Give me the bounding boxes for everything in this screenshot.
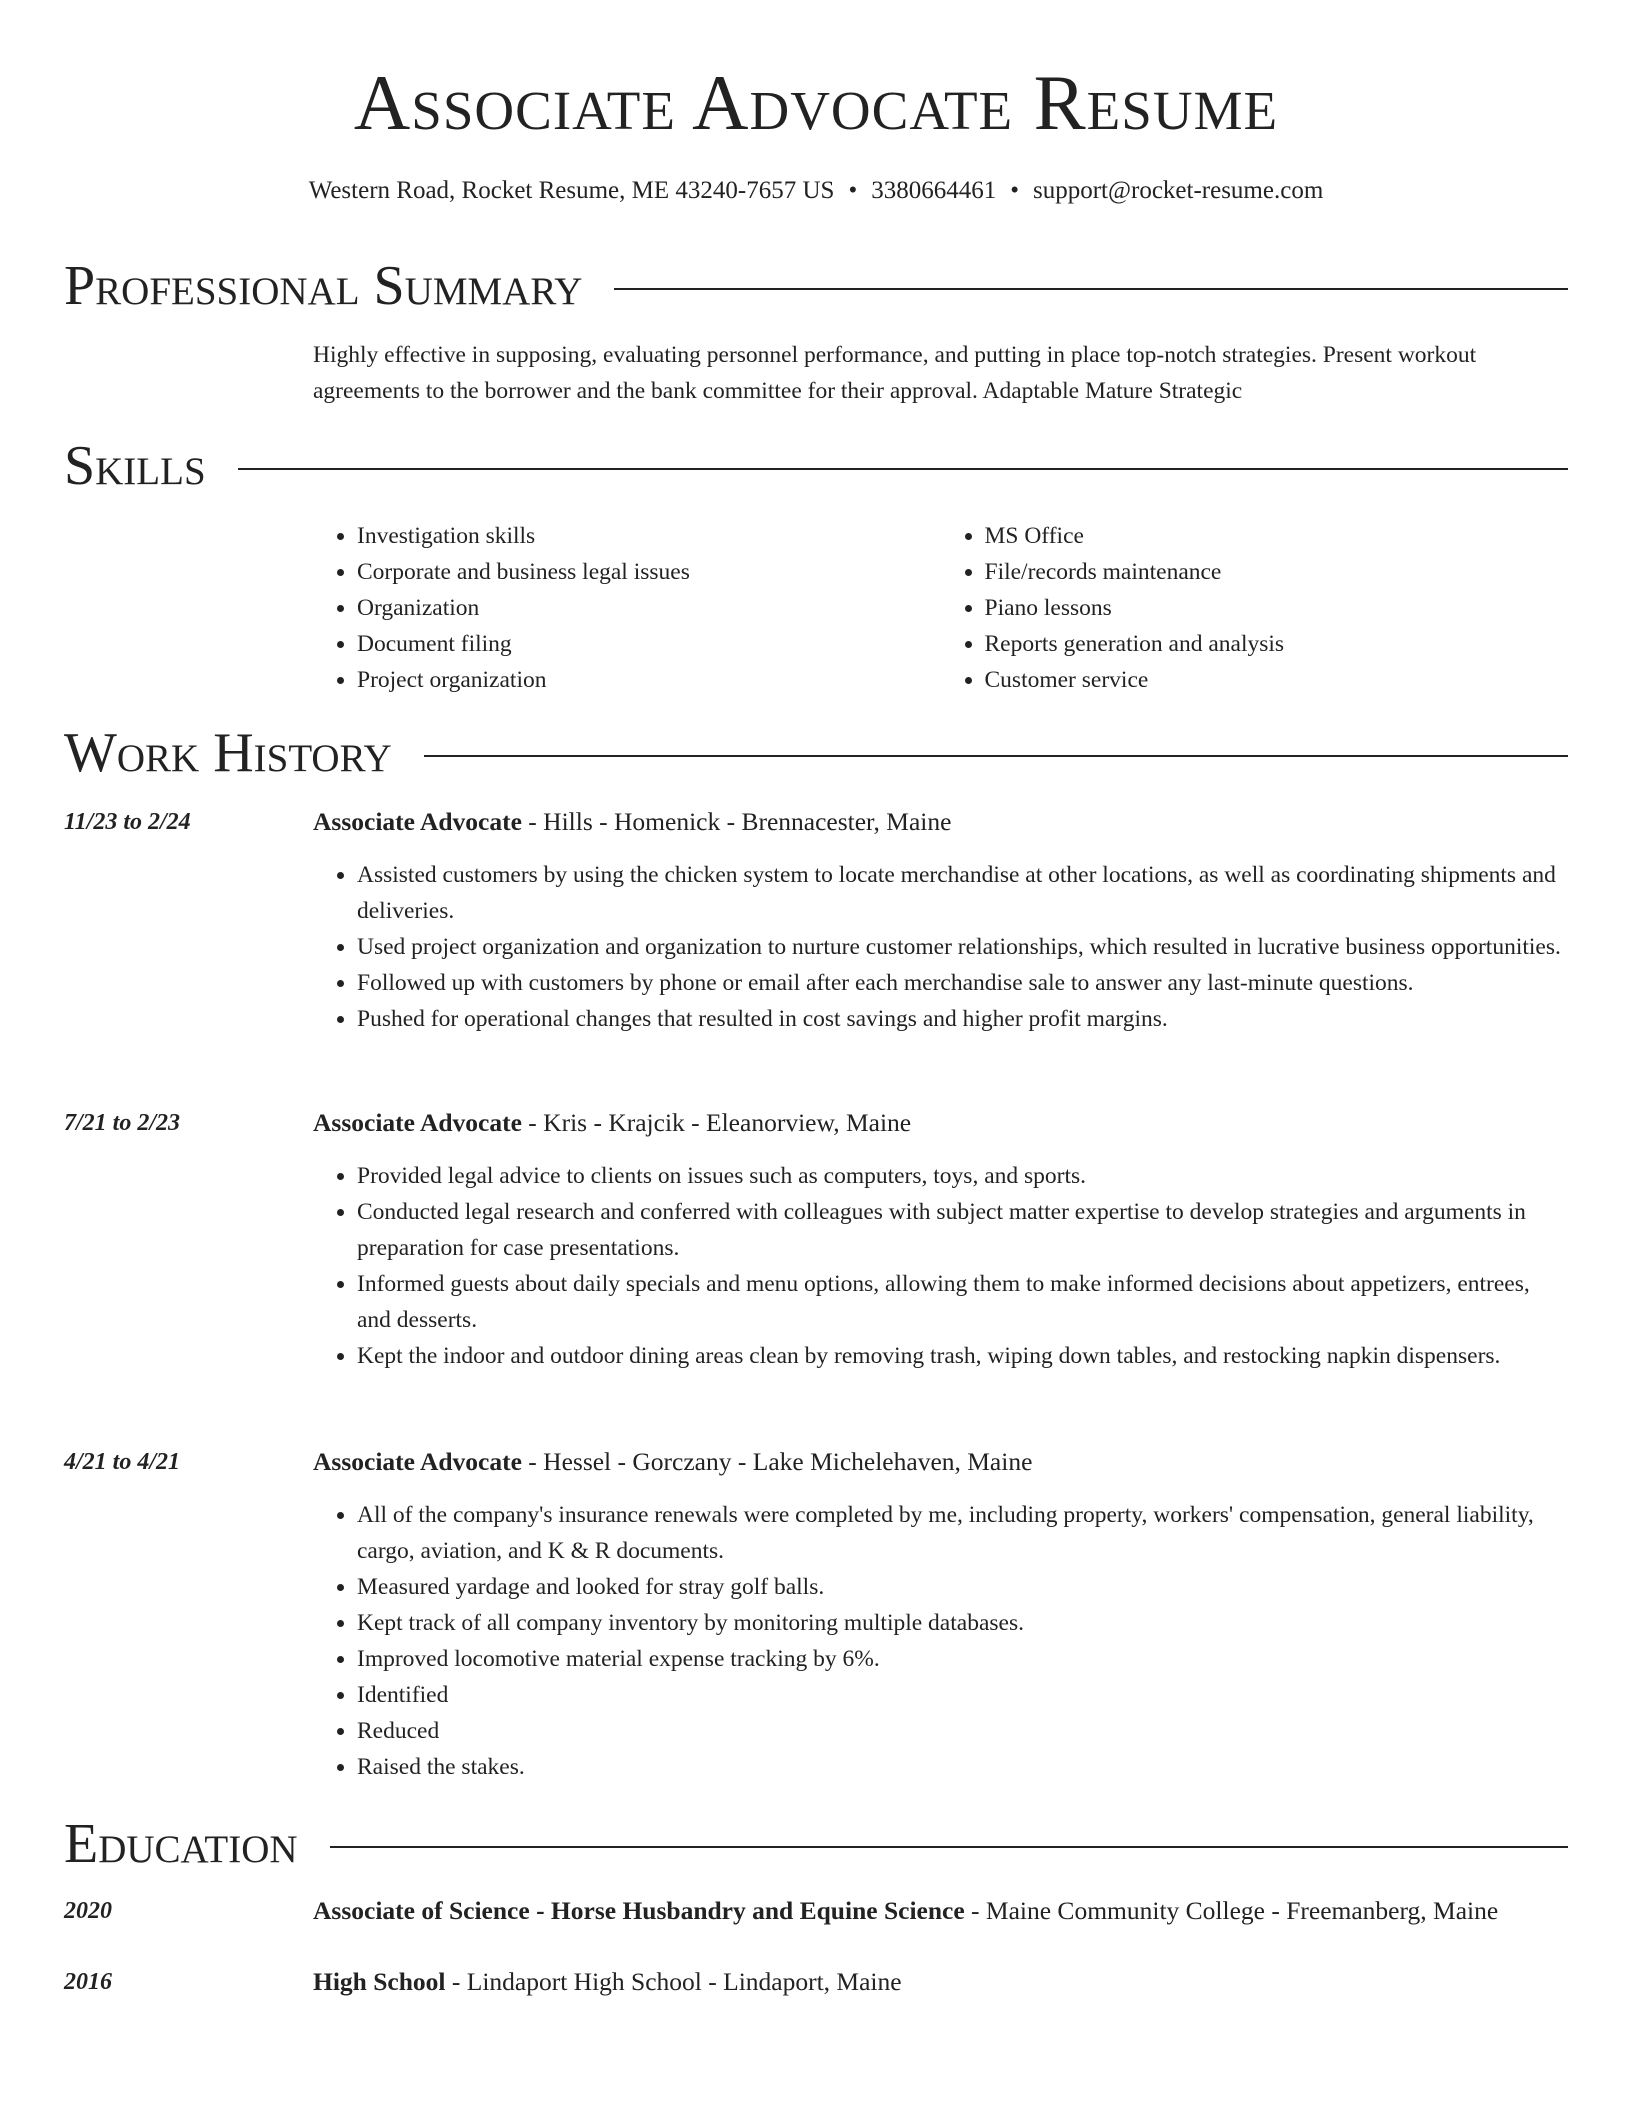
work-bullet: • Reduced bbox=[357, 1713, 1563, 1749]
work-bullet: • Conducted legal research and conferred with colleagues with subject matter expertise to develop strategies and arguments in preparation for case presentations. bbox=[357, 1194, 1563, 1266]
work-bullets bbox=[313, 857, 1563, 1037]
work-dates: 7/21 to 2/23 bbox=[64, 1110, 181, 1136]
skill-item: • File/records maintenance bbox=[985, 554, 1569, 590]
contact-address: Western Road, Rocket Resume, ME 43240-7657 US bbox=[308, 177, 835, 204]
work-bullet: • Kept track of all company inventory by monitoring multiple databases. bbox=[357, 1605, 1563, 1641]
work-heading bbox=[313, 1444, 1032, 1480]
education-entry bbox=[64, 1893, 1568, 1929]
job-employer: - Hessel - Gorczany - Lake Michelehaven, Maine bbox=[521, 1447, 1033, 1476]
skill-item: • Piano lessons bbox=[985, 590, 1569, 626]
contact-separator: • bbox=[848, 177, 858, 204]
education-year: 2020 bbox=[64, 1898, 112, 1924]
work-dates: 11/23 to 2/24 bbox=[64, 809, 191, 835]
job-title: Associate Advocate bbox=[313, 1447, 522, 1476]
education-degree: Associate of Science - Horse Husbandry and Equine Science bbox=[313, 1896, 965, 1925]
work-bullet: • Used project organization and organization to nurture customer relationships, which resulted in lucrative business opportunities. bbox=[357, 929, 1563, 965]
education-school: - Maine Community College - Freemanberg, Maine bbox=[964, 1896, 1499, 1925]
education-entry bbox=[64, 1964, 1568, 2000]
section-title-education: Education bbox=[64, 1814, 330, 1874]
job-title: Associate Advocate bbox=[313, 807, 522, 836]
work-heading bbox=[313, 1105, 911, 1141]
contact-separator: • bbox=[1010, 177, 1019, 204]
education-section-header bbox=[64, 1814, 1568, 1874]
contact-line bbox=[0, 175, 1632, 207]
section-title-summary: Professional Summary bbox=[64, 256, 614, 316]
education-degree: High School bbox=[313, 1967, 446, 1996]
work-bullet: • All of the company's insurance renewals were completed by me, including property, workers' compensation, general liability, cargo, aviation, and K & R documents. bbox=[357, 1497, 1563, 1569]
section-title-skills: Skills bbox=[64, 436, 238, 496]
work-bullet: • Improved locomotive material expense tracking by 6%. bbox=[357, 1641, 1563, 1677]
section-title-work: Work History bbox=[64, 723, 424, 783]
education-heading bbox=[313, 1964, 902, 2000]
work-heading bbox=[313, 804, 951, 840]
skill-item: • Reports generation and analysis bbox=[985, 626, 1569, 662]
skill-item: • Project organization bbox=[357, 662, 941, 698]
skills-list bbox=[313, 518, 1568, 698]
skill-item: • Corporate and business legal issues bbox=[357, 554, 941, 590]
work-bullet: • Provided legal advice to clients on issues such as computers, toys, and sports. bbox=[357, 1158, 1563, 1194]
work-bullet: • Kept the indoor and outdoor dining areas clean by removing trash, wiping down tables, and restocking napkin dispensers. bbox=[357, 1338, 1563, 1374]
contact-phone: 3380664461 bbox=[871, 177, 997, 204]
section-divider bbox=[64, 468, 1568, 470]
work-bullets bbox=[313, 1158, 1563, 1374]
skills-section-header bbox=[64, 436, 1568, 496]
skills-column-left bbox=[313, 518, 941, 698]
work-bullet: • Raised the stakes. bbox=[357, 1749, 1563, 1785]
resume-title: Associate Advocate Resume bbox=[353, 59, 1279, 146]
skill-item: • Customer service bbox=[985, 662, 1569, 698]
education-school: - Lindaport High School - Lindaport, Maine bbox=[445, 1967, 902, 1996]
education-year: 2016 bbox=[64, 1969, 112, 1995]
education-heading bbox=[313, 1893, 1498, 1929]
work-bullet: • Informed guests about daily specials and menu options, allowing them to make informed decisions about appetizers, entrees, and desserts. bbox=[357, 1266, 1563, 1338]
skill-item: • MS Office bbox=[985, 518, 1569, 554]
skill-item: • Organization bbox=[357, 590, 941, 626]
work-bullet: • Measured yardage and looked for stray golf balls. bbox=[357, 1569, 1563, 1605]
work-bullets bbox=[313, 1497, 1563, 1785]
summary-section-header bbox=[64, 256, 1568, 316]
summary-text: Highly effective in supposing, evaluating personnel performance, and putting in place top-notch strategies. Present workout agreements to the borrower and the bank committee for their approval. Adaptable Mature Strategic bbox=[313, 342, 1477, 404]
skill-item: • Investigation skills bbox=[357, 518, 941, 554]
work-section-header bbox=[64, 723, 1568, 783]
skills-column-right bbox=[941, 518, 1569, 698]
work-bullet: • Pushed for operational changes that resulted in cost savings and higher profit margins. bbox=[357, 1001, 1563, 1037]
job-employer: - Kris - Krajcik - Eleanorview, Maine bbox=[521, 1108, 912, 1137]
work-bullet: • Followed up with customers by phone or email after each merchandise sale to answer any last-minute questions. bbox=[357, 965, 1563, 1001]
skill-item: • Document filing bbox=[357, 626, 941, 662]
work-dates: 4/21 to 4/21 bbox=[64, 1449, 181, 1475]
job-title: Associate Advocate bbox=[313, 1108, 522, 1137]
contact-email: support@rocket-resume.com bbox=[1032, 177, 1324, 204]
job-employer: - Hills - Homenick - Brennacester, Maine bbox=[521, 807, 952, 836]
work-bullet: • Identified bbox=[357, 1677, 1563, 1713]
work-bullet: • Assisted customers by using the chicken system to locate merchandise at other locations, as well as coordinating shipments and deliveries. bbox=[357, 857, 1563, 929]
